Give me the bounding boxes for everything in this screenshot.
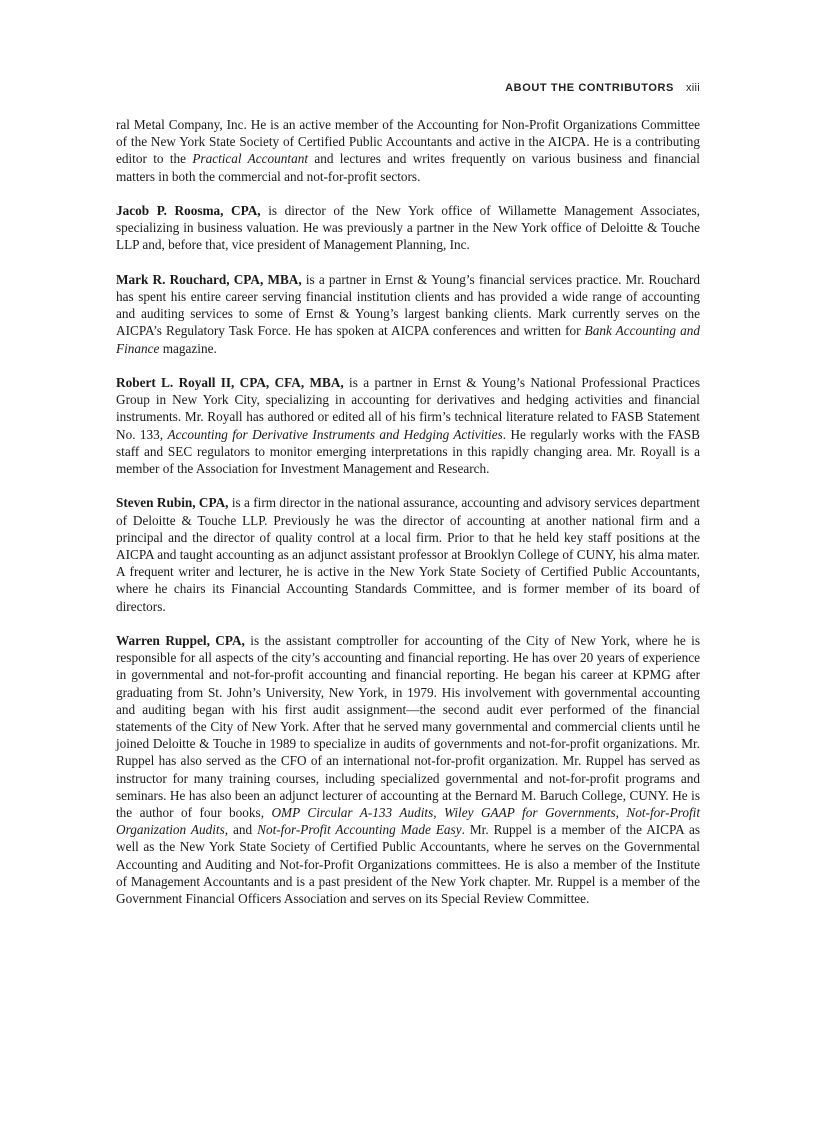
contributor-entry-roosma — [116, 202, 700, 254]
bio-text: and lectures and writes frequently on various business and financial matters in both the commercial and not-for-profit sectors. — [116, 151, 700, 184]
contributor-entry-royall — [116, 374, 700, 477]
bio-text: is the assistant comptroller for accounting of the City of New York, where he is responsible for all aspects of the city’s accounting and financial reporting. He has over 20 years of experience in governmental and not-for-profit accounting and financial reporting. He began his career at KPMG after graduating from St. John’s University, New York, in 1979. His involvement with governmental accounting and auditing began with his first audit assignment—the second audit ever performed of the financial statements of the City of New York. After that he served many governmental and commercial clients until he joined Deloitte & Touche in 1989 to specialize in audits of governments and not-for-profit organizations. Mr. Ruppel has also served as the CFO of an international not-for-profit organization. Mr. Ruppel has served as instructor for many training courses, including specialized governmental and not-for-profit programs and seminars. He has also been an adjunct lecturer of accounting at the Bernard M. Baruch College, CUNY. He is the author of four books, — [116, 633, 700, 821]
bio-text: is a firm director in the national assurance, accounting and advisory services department of Deloitte & Touche LLP. Previously he was the director of accounting at another national firm and a principal and the director of quality control at a local firm. Prior to that he held key staff positions at the AICPA and taught accounting as an adjunct assistant professor at Brooklyn College of CUNY, his alma mater. A frequent writer and lecturer, he is active in the New York State Society of Certified Public Accountants, where he chairs its Financial Accounting Standards Committee, and is former member of its board of directors. — [116, 495, 700, 614]
contributor-name: Warren Ruppel, CPA, — [116, 633, 245, 649]
contributor-name: Robert L. Royall II, CPA, CFA, MBA, — [116, 375, 344, 390]
page-number: xiii — [685, 82, 700, 94]
running-header — [505, 82, 700, 94]
publication-title: OMP Circular A-133 Audits, Wiley GAAP for Governments, Not-for-Profit Organization Audits — [116, 805, 701, 838]
publication-title: Accounting for Derivative Instruments and Hedging Activities — [167, 426, 503, 442]
publication-title: Not-for-Profit Accounting Made Easy — [257, 822, 462, 838]
publication-title: Bank Accounting and Finance — [116, 323, 700, 356]
contributor-name: Mark R. Rouchard, CPA, MBA, — [116, 271, 302, 287]
contributor-entry-rouchard — [116, 271, 700, 357]
bio-text: is a partner in Ernst & Young’s financial services practice. Mr. Rouchard has spent his entire career serving financial institution clients and has provided a wide range of accounting and auditing services to some of Ernst & Young’s largest banking clients. Mark currently serves on the AICPA’s Regulatory Task Force. He has spoken at AICPA conferences and written for — [116, 271, 700, 339]
contributor-name: Steven Rubin, CPA, — [116, 495, 229, 511]
contributor-name: Jacob P. Roosma, CPA, — [116, 203, 261, 218]
bio-text: is director of the New York office of Willamette Management Associates, specializing in business valuation. He was previously a partner in the New York office of Deloitte & Touche LLP and, before that, vice president of Management Planning, Inc. — [116, 203, 700, 253]
bio-text: . Mr. Ruppel is a member of the AICPA as well as the New York State Society of Certified Public Accountants, where he serves on the Governmental Accounting and Auditing and Not-for-Profit Organizations committees. He is also a member of the Institute of Management Accountants and is a past president of the New York chapter. Mr. Ruppel is a member of the Government Financial Officers Association and serves on its Special Review Committee. — [116, 822, 701, 907]
contributor-list — [116, 116, 700, 924]
bio-text: . He regularly works with the FASB staff and SEC regulators to monitor emerging interpretations in this rapidly changing area. Mr. Royall is a member of the Association for Investment Management and Research. — [116, 426, 701, 477]
bio-text: , and — [224, 822, 258, 838]
contributor-entry-continued — [116, 116, 700, 185]
bio-text: is a partner in Ernst & Young’s National Professional Practices Group in New York City, specializing in accounting for derivatives and hedging activities and financial instruments. Mr. Royall has authored or edited all of his firm’s technical literature related to FASB Statement No. 133, — [116, 375, 700, 442]
bio-text: ral Metal Company, Inc. He is an active member of the Accounting for Non-Profit Organizations Committee of the New York State Society of Certified Public Accountants and active in the AICPA. He is a contributing editor to the — [116, 117, 700, 167]
section-title: ABOUT THE CONTRIBUTORS — [505, 82, 674, 94]
publication-title: Practical Accountant — [192, 151, 309, 167]
contributor-entry-ruppel — [116, 632, 700, 907]
contributor-entry-rubin — [116, 494, 700, 614]
bio-text: magazine. — [159, 340, 217, 356]
